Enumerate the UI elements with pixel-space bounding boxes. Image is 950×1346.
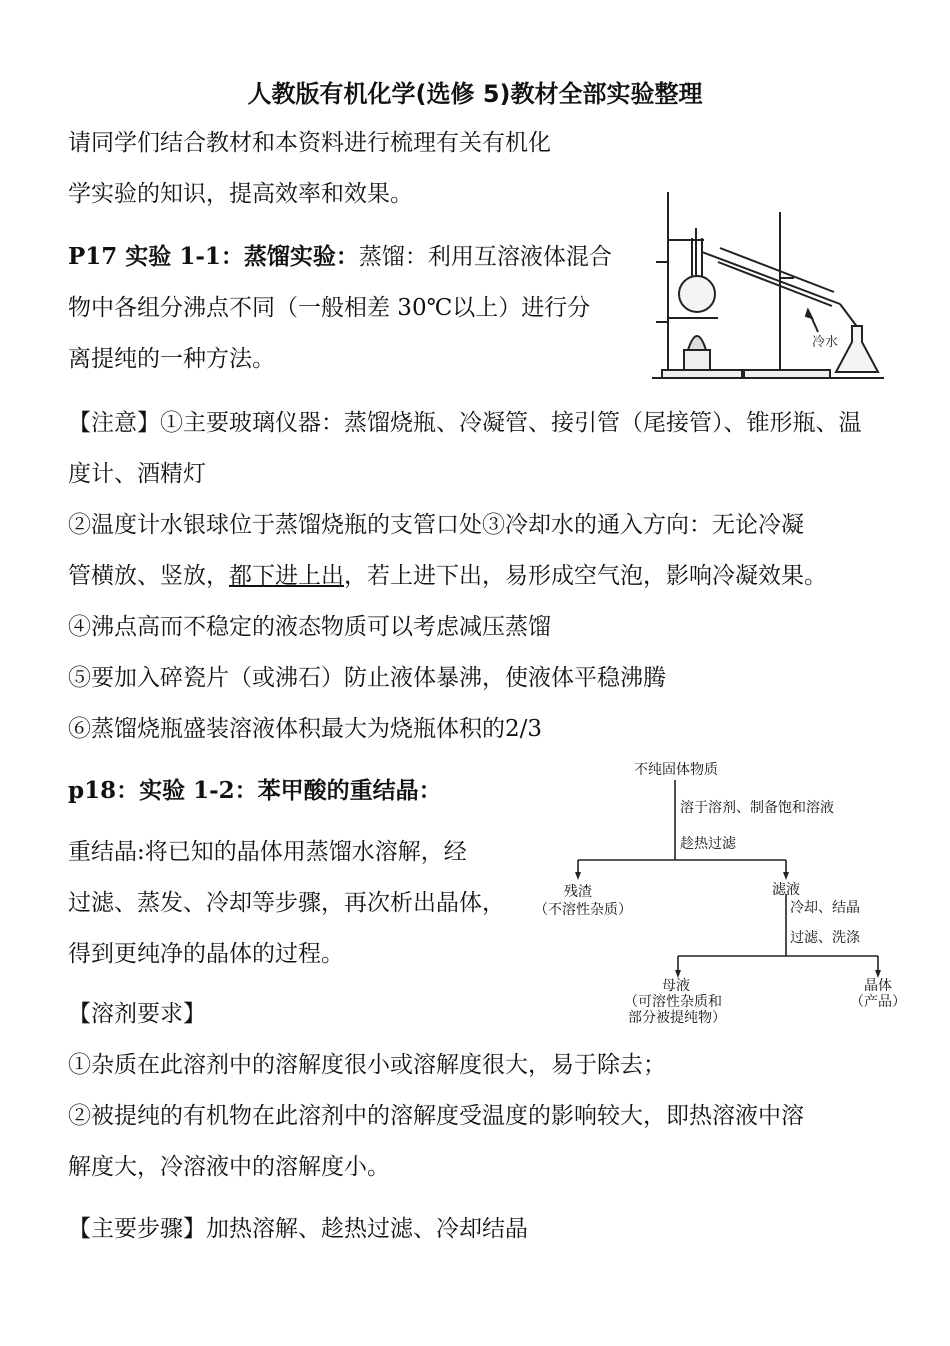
flow-residue-note: （不溶性杂质） (534, 902, 632, 918)
note-6: ⑥蒸馏烧瓶盛装溶液体积最大为烧瓶体积的2/3 (68, 716, 543, 742)
note-1b: 度计、酒精灯 (68, 461, 206, 487)
distillation-apparatus-drawing (648, 182, 888, 386)
exp1-definition-start: 蒸馏：利用互溶液体混合 (358, 244, 612, 270)
intro-line-1: 请同学们结合教材和本资料进行梳理有关有机化 (68, 130, 551, 156)
solvent-requirement-2b: 解度大，冷溶液中的溶解度小。 (68, 1154, 390, 1180)
distillation-apparatus-figure (648, 182, 888, 386)
exp1-heading-line (68, 240, 612, 274)
recrystallization-def-3: 得到更纯净的晶体的过程。 (68, 941, 344, 967)
flow-step-cool: 冷却、结晶 (790, 900, 860, 916)
note-3 (68, 559, 827, 593)
exp1-heading: P17 实验 1-1：蒸馏实验： (68, 243, 359, 270)
solvent-requirement-2a: ②被提纯的有机物在此溶剂中的溶解度受温度的影响较大，即热溶液中溶 (68, 1103, 804, 1129)
note-2: ②温度计水银球位于蒸馏烧瓶的支管口处③冷却水的通入方向：无论冷凝 (68, 512, 804, 538)
flow-start: 不纯固体物质 (634, 762, 718, 778)
note-4: ④沸点高而不稳定的液态物质可以考虑减压蒸馏 (68, 614, 551, 640)
main-steps-line (68, 1212, 528, 1246)
recrystallization-flowchart (528, 756, 920, 1026)
exp1-definition-line-2: 物中各组分沸点不同（一般相差 30℃以上）进行分 (68, 295, 591, 321)
flow-filtrate: 滤液 (772, 882, 800, 898)
note-3-underlined: 都下进上出 (229, 563, 344, 589)
exp2-heading: p18：实验 1-2：苯甲酸的重结晶： (68, 777, 442, 804)
page-title: 人教版有机化学(选修 5)教材全部实验整理 (247, 80, 703, 108)
note-1a: 【注意】①主要玻璃仪器：蒸馏烧瓶、冷凝管、接引管（尾接管）、锥形瓶、温 (68, 410, 862, 436)
note-3-prefix: 管横放、竖放， (68, 563, 229, 589)
intro-line-2: 学实验的知识，提高效率和效果。 (68, 181, 413, 207)
flow-mother-liquor: 母液 (662, 978, 690, 994)
flow-step-hot-filter: 趁热过滤 (680, 836, 736, 852)
recrystallization-def-2: 过滤、蒸发、冷却等步骤，再次析出晶体， (68, 890, 505, 916)
main-steps-heading: 【主要步骤】 (68, 1216, 206, 1242)
solvent-requirement-1: ①杂质在此溶剂中的溶解度很小或溶解度很大，易于除去； (68, 1052, 666, 1078)
flow-crystal-note: （产品） (850, 994, 906, 1010)
exp1-definition-line-3: 离提纯的一种方法。 (68, 346, 275, 372)
solvent-requirements-heading: 【溶剂要求】 (68, 1001, 206, 1027)
flow-residue: 残渣 (564, 884, 592, 900)
note-5: ⑤要加入碎瓷片（或沸石）防止液体暴沸，使液体平稳沸腾 (68, 665, 666, 691)
cold-water-label: 冷水 (812, 335, 839, 350)
flow-crystal: 晶体 (864, 978, 892, 994)
flow-step-dissolve: 溶于溶剂、制备饱和溶液 (680, 800, 834, 816)
flowchart-drawing (528, 756, 920, 1026)
flow-mother-note-2: 部分被提纯物） (628, 1010, 726, 1026)
main-steps-text: 加热溶解、趁热过滤、冷却结晶 (206, 1216, 528, 1242)
flow-step-wash: 过滤、洗涤 (790, 930, 860, 946)
flow-mother-note-1: （可溶性杂质和 (624, 994, 722, 1010)
recrystallization-def-1: 重结晶:将已知的晶体用蒸馏水溶解，经 (68, 839, 467, 865)
note-3-suffix: ，若上进下出，易形成空气泡，影响冷凝效果。 (344, 563, 827, 589)
